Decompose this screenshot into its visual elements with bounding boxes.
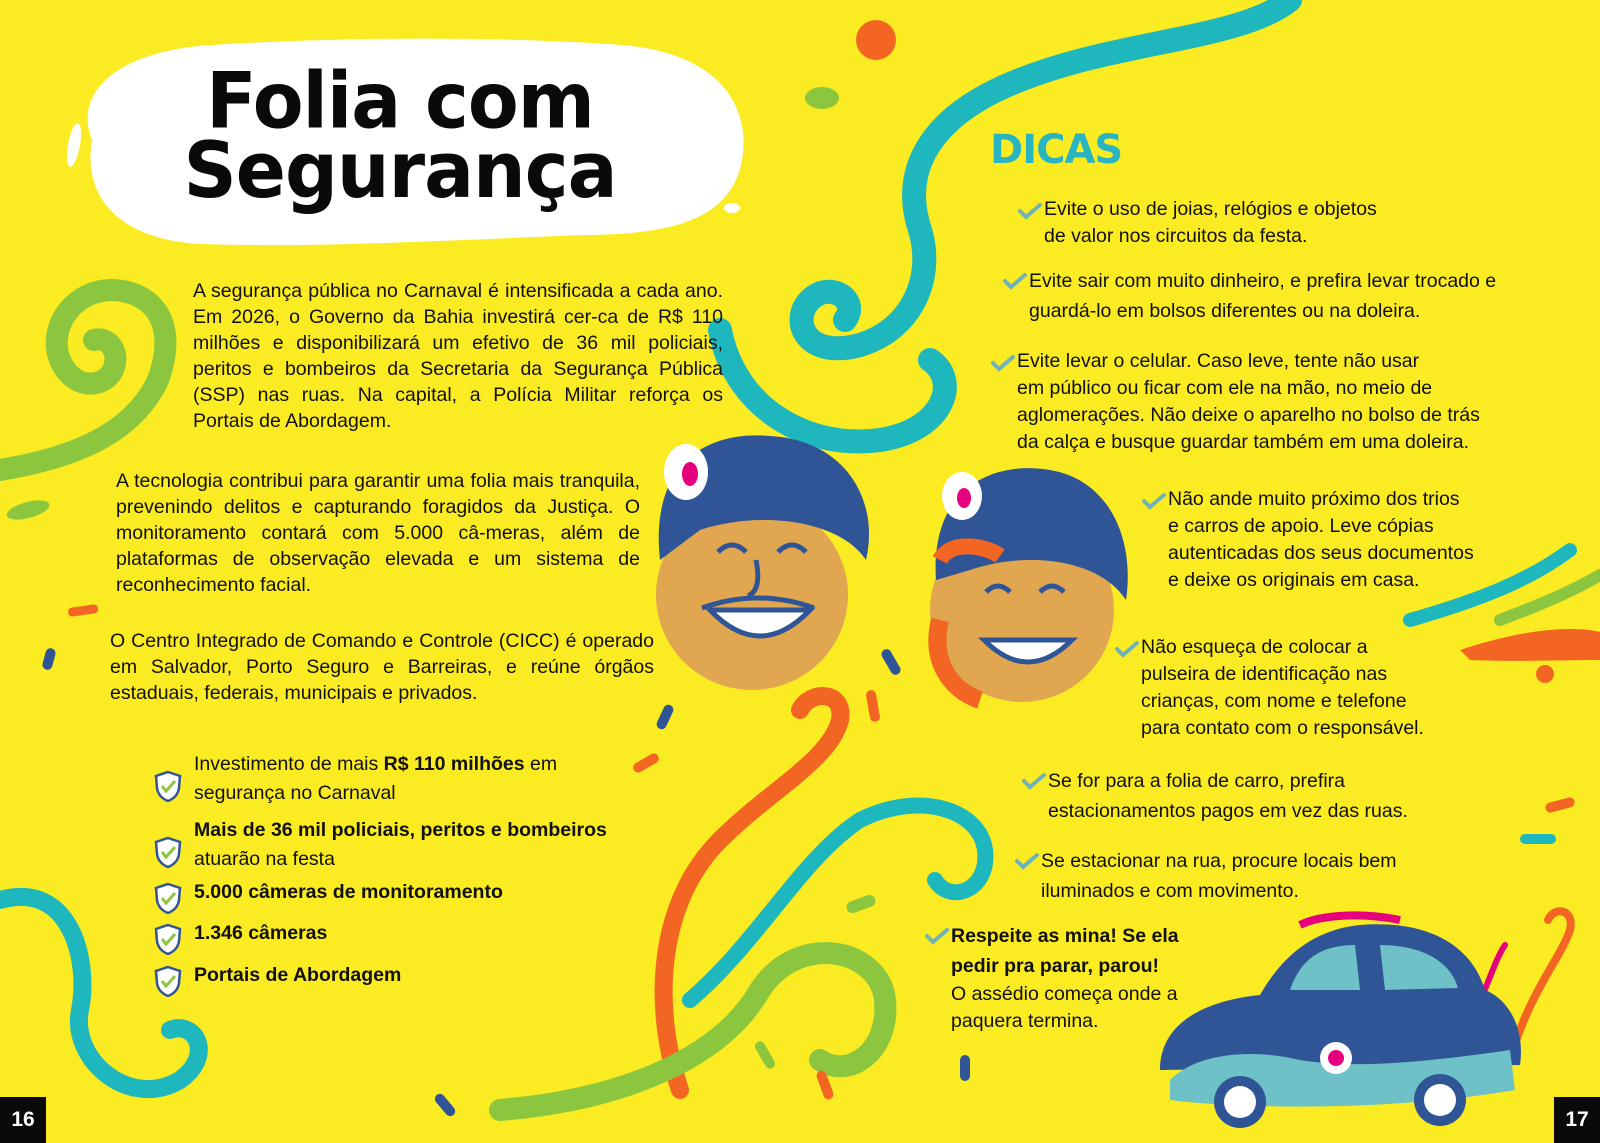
dicas-title: DICAS [990,127,1123,173]
confetti [1520,834,1556,844]
tip-item [1029,266,1589,326]
shield-check-icon [154,923,182,955]
orange-dot-right [1536,665,1554,683]
tip-line: Evite sair com muito dinheiro, e prefira levar trocado e [1029,270,1497,292]
confetti [68,604,99,617]
tip-item [1044,196,1464,250]
tip-line: Não esqueça de colocar a [1141,636,1368,658]
paragraph-technology: A tecnologia contribui para garantir uma folia mais tranquila, prevenindo delitos e capturando foragidos da Justiça. O monitoramento contará com 5.000 câ-meras, além de plataformas de observação elevada e um sistema de reconhecimento facial. [116,470,640,596]
tip-line: Evite o uso de joias, relógios e objetos [1044,198,1377,220]
confetti [655,703,675,731]
shield-check-icon [154,965,182,997]
tip-line: Não ande muito próximo dos trios [1168,488,1460,510]
confetti [960,1055,970,1081]
confetti [845,893,877,915]
shield-check-icon [154,770,182,802]
tip-line: da calça e busque guardar também em uma doleira. [1017,431,1470,453]
fact-text-bold: Mais de 36 mil policiais, peritos e bombeiros [194,819,607,841]
tip-bold-line: pedir pra parar, parou! [951,955,1160,977]
green-drop [5,497,52,524]
tip-line: e carros de apoio. Leve cópias [1168,515,1434,537]
tip-line: Evite levar o celular. Caso leve, tente não usar [1017,350,1420,372]
tip-line: iluminados e com movimento. [1041,880,1299,902]
tip-line: pulseira de identificação nas [1141,663,1388,685]
tip-bold-line: Respeite as mina! Se ela [951,925,1179,947]
officer-face-male [656,435,869,690]
confetti [631,752,660,775]
paragraph-cicc: O Centro Integrado de Comando e Controle (CICC) é operado em Salvador, Porto Seguro e Barreiras, e reúne órgãos estaduais, federais, municipais e privados. [110,630,654,704]
tip-line: estacionamentos pagos em vez das ruas. [1048,800,1408,822]
confetti [880,647,903,676]
page-title [150,56,650,216]
orange-swirl [664,696,841,1090]
fact-text-bold: R$ 110 milhões [383,753,525,775]
tip-item [1048,766,1488,826]
fact-text-bold: 5.000 câmeras de monitoramento [194,881,503,903]
fact-item [152,961,622,990]
tip-item [1017,348,1557,456]
confetti [41,647,56,671]
confetti [433,1092,457,1118]
checkmark-icon [1015,852,1039,870]
confetti [753,1040,777,1071]
shield-check-icon [154,836,182,868]
fact-text: em segurança no Carnaval [194,753,558,804]
tip-line: aglomerações. Não deixe o aparelho no bolso de trás [1017,404,1480,426]
fact-item [152,816,622,874]
title-line-1: Folia com [206,56,594,147]
confetti [865,689,880,722]
fact-text-bold: 1.346 câmeras [194,922,328,944]
tip-item-final [951,921,1241,1035]
tip-line: O assédio começa onde a paquera termina. [951,983,1178,1032]
officer-face-female [930,468,1128,702]
checkmark-icon [1022,772,1046,790]
fact-text-bold: Portais de Abordagem [194,964,402,986]
tip-line: autenticadas dos seus documentos [1168,542,1474,564]
fact-item [152,750,622,808]
fact-item [152,919,622,948]
shield-check-icon [154,882,182,914]
paragraph-security-intro: A segurança pública no Carnaval é intensificada a cada ano. Em 2026, o Governo da Bahia investirá cer-ca de R$ 110 milhões e disponibilizará um efetivo de 36 mil policiais, peritos e bombeiros da Secretaria da Segurança Pública (SSP) nas ruas. Na capital, a Polícia Militar reforça os Portais de Abordagem. [193,280,723,432]
tip-item [1168,486,1538,594]
tip-line: de valor nos circuitos da festa. [1044,225,1308,247]
page-number-left: 16 [0,1097,46,1143]
orange-dot-top [856,20,896,60]
fact-item [152,878,622,907]
tip-line: em público ou ficar com ele na mão, no meio de [1017,377,1433,399]
fact-text: Investimento de mais [194,753,384,775]
title-line-2: Segurança [183,125,617,216]
tip-line: Se for para a folia de carro, prefira [1048,770,1345,792]
checkmark-icon [1142,492,1166,510]
tip-line: Se estacionar na rua, procure locais bem [1041,850,1397,872]
tip-line: guardá-lo em bolsos diferentes ou na doleira. [1029,300,1421,322]
checkmark-icon [925,927,949,945]
confetti [1544,796,1576,813]
checkmark-icon [1018,202,1042,220]
page-number-right: 17 [1554,1097,1600,1143]
tip-line: e deixe os originais em casa. [1168,569,1420,591]
checkmark-icon [1115,640,1139,658]
green-swirl-left [0,290,165,470]
tip-line: para contato com o responsável. [1141,717,1424,739]
checkmark-icon [991,354,1015,372]
checkmark-icon [1003,272,1027,290]
green-oval-top [805,87,839,109]
fact-text: atuarão na festa [194,848,335,870]
tip-line: crianças, com nome e telefone [1141,690,1407,712]
tip-item [1141,634,1501,742]
tip-item [1041,846,1421,906]
